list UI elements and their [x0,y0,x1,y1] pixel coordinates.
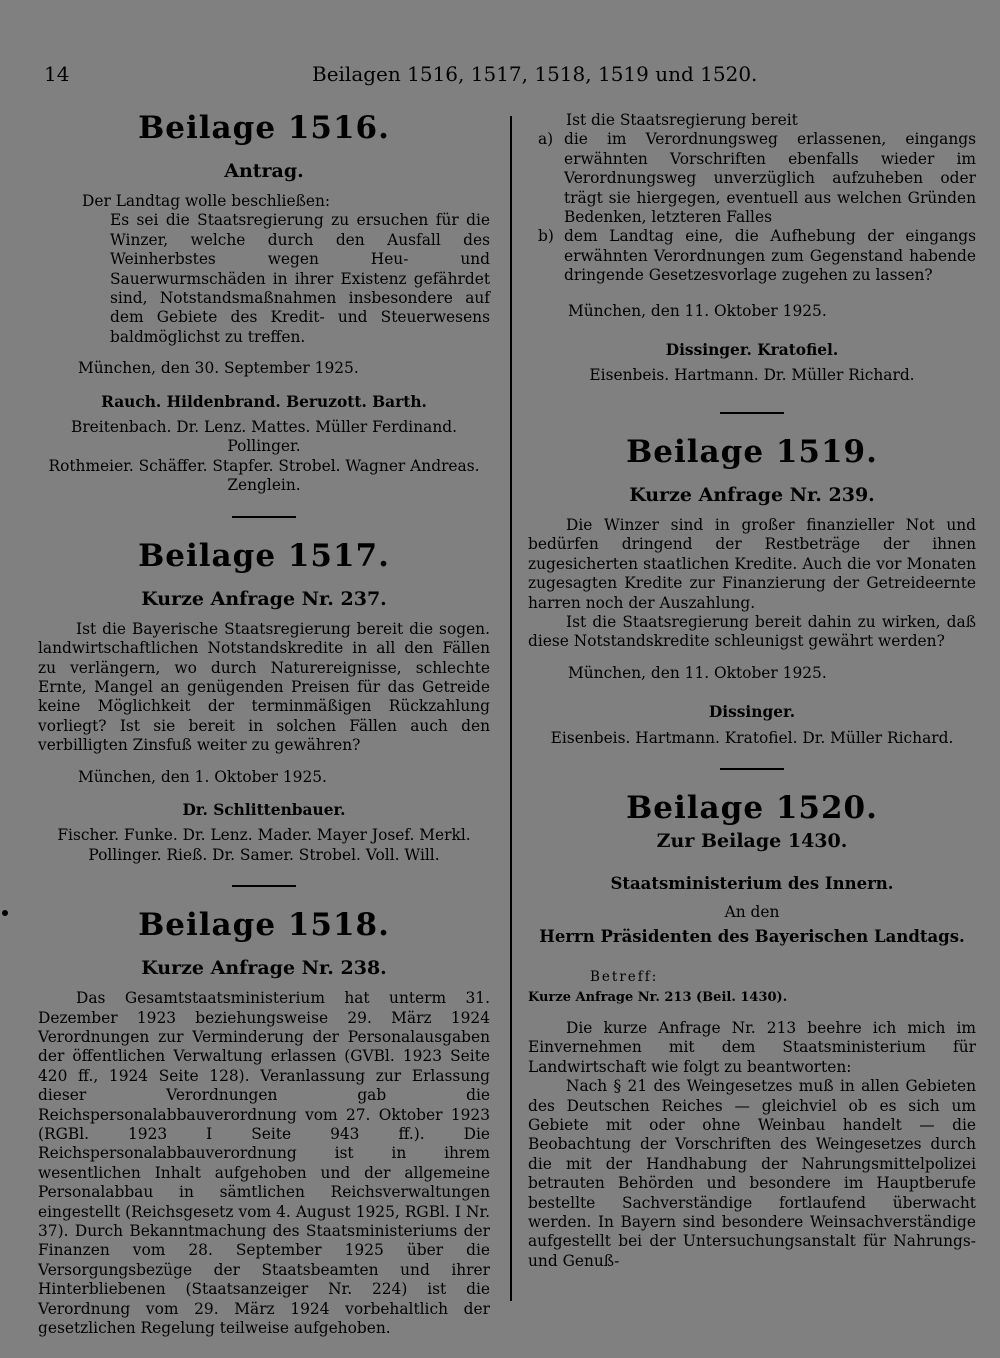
beilage-1520-body-1: Die kurze Anfrage Nr. 213 beehre ich mich im Einvernehmen mit dem Staatsministerium für Landwirtschaft wie folgt zu beantworten: [528,1018,976,1076]
separator-rule [232,516,296,518]
running-head: Beilagen 1516, 1517, 1518, 1519 und 1520. [312,62,758,86]
beilage-1517-body: Ist die Bayerische Staatsregierung bereit die sogen. landwirtschaftlichen Notstandskredite in all den Fällen zu verlängern, wo durch Naturereignisse, schlechte Ernte, Mangel an genügenden Preisen für das Getreide keine Möglichkeit der terminmäßigen Rückzahlung vorliegt? Ist sie bereit in solchen Fällen auch den verbilligten Zinsfuß weiter zu gewähren? [38,619,490,755]
beilage-1520-betreff-label: Betreff: [590,969,659,986]
beilage-1516-intro: Der Landtag wolle beschließen: [82,192,331,210]
column-divider [510,116,512,1301]
beilage-1518-signers-bold: Dissinger. Kratofiel. [665,341,839,360]
beilage-1516-signers-bold: Rauch. Hildenbrand. Beruzott. Barth. [101,392,427,411]
beilage-1518-subtitle: Kurze Anfrage Nr. 238. [141,957,387,980]
beilage-1518-question: Ist die Staatsregierung bereit [566,111,798,129]
item-b-marker: b) [538,227,554,246]
beilage-1518-item-b [528,227,976,285]
beilage-1519-date: München, den 11. Oktober 1925. [568,663,827,682]
beilage-1516-body: Es sei die Staatsregierung zu ersuchen für die Winzer, welche durch den Ausfall des Weinherbstes wegen Heu- und Sauerwurmschäden in ihrer Existenz gefährdet sind, Notstandsmaßnahmen insbesondere auf dem Gebiete des Kredit- und Steuerwesens baldmöglichst zu treffen. [110,211,490,346]
beilage-1518 [38,907,490,1338]
beilage-1517-signers-1: Fischer. Funke. Dr. Lenz. Mader. Mayer Josef. Merkl. [57,826,471,845]
beilage-1516 [38,110,490,518]
beilage-1519-signer-bold: Dissinger. [708,703,796,722]
beilage-1519-body-1: Die Winzer sind in großer finanzieller Not und bedürfen dringend der Restbeträge der ihnen zugesicherten staatlichen Kredite. Auch die vor Monaten zugesagten Kredite zur Finanzierung der Getreideernte harren noch der Auszahlung. [528,515,976,612]
beilage-1516-title: Beilage 1516. [138,110,390,146]
beilage-1516-subtitle: Antrag. [224,160,304,182]
separator-rule [720,412,784,414]
beilage-1520-ministry: Staatsministerium des Innern. [610,873,894,893]
beilage-1518-item-a [528,130,976,227]
page-header [40,62,970,92]
right-column [528,108,976,1271]
beilage-1519-subtitle: Kurze Anfrage Nr. 239. [629,483,875,506]
beilage-1520-betreff-text: Kurze Anfrage Nr. 213 (Beil. 1430). [528,989,788,1005]
beilage-1516-signers-3: Zenglein. [227,476,301,495]
beilage-1518-body: Das Gesamtstaatsministerium hat unterm 31. Dezember 1923 beziehungsweise 29. März 1924 Verordnungen zur Verminderung der Personalausgaben der öffentlichen Verwaltung erlassen (GVBl. 1923 Seite 420 ff., 1924 Seite 128). Veranlassung zur Erlassung dieser Verordnungen gab die Reichspersonalabbauverordnung vom 27. Oktober 1923 (RGBl. 1923 I Seite 943 ff.). Die Reichspersonalabbauverordnung ist in ihrem wesentlichen Inhalt aufgehoben und der allgemeine Personalabbau in sämtlichen Reichsverwaltungen eingestellt (Reichsgesetz vom 4. August 1925, RGBl. I Nr. 37). Durch Bekanntmachung des Staatsministeriums der Finanzen vom 28. September 1925 über die Versorgungsbezüge der Staatsbeamten und ihrer Hinterbliebenen (Staatsanzeiger Nr. 224) ist die Verordnung vom 29. März 1924 vorbehaltlich der gesetzlichen Regelung teilweise aufgehoben. [38,989,490,1338]
item-a-text: die im Verordnungsweg erlassenen, eingangs erwähnten Vorschriften ebenfalls wieder im Verordnungsweg unverzüglich aufzuheben oder trägt sie hiergegen, eventuell aus welchen Gründen Bedenken, letzteren Falles [564,130,976,227]
item-b-text: dem Landtag eine, die Aufhebung der eingangs erwähnten Verordnungen zum Gegenstand habende dringende Gesetzesvorlage zugehen zu lassen? [564,227,976,285]
scan-speck [2,910,8,916]
beilage-1519-signers-1: Eisenbeis. Hartmann. Kratofiel. Dr. Müller Richard. [550,728,954,747]
beilage-1518-title: Beilage 1518. [138,907,390,944]
beilage-1516-signers-2: Rothmeier. Schäffer. Stapfer. Strobel. Wagner Andreas. [48,456,480,475]
separator-rule [720,768,784,770]
beilage-1517-title: Beilage 1517. [138,537,390,574]
beilage-1520-recipient-2: Herrn Präsidenten des Bayerischen Landtags. [539,926,965,946]
beilage-1519-body-2: Ist die Staatsregierung bereit dahin zu wirken, daß diese Notstandskredite schleunigst gewährt werden? [528,612,976,651]
beilage-1518-date: München, den 11. Oktober 1925. [568,301,827,320]
beilage-1520-subtitle: Zur Beilage 1430. [656,829,848,852]
beilage-1516-signers-1: Breitenbach. Dr. Lenz. Mattes. Müller Ferdinand. Pollinger. [71,418,457,456]
left-column [38,108,490,1338]
beilage-1518-signers-1: Eisenbeis. Hartmann. Dr. Müller Richard. [589,366,915,385]
page-number: 14 [44,62,70,86]
beilage-1520-body-2: Nach § 21 des Weingesetzes muß in allen Gebieten des Deutschen Reiches — gleichviel ob es sich um Gebiete mit oder ohne Weinbau handelt — die Beobachtung der Vorschriften des Weingesetzes durch die mit der Handhabung der Nahrungsmittelpolizei betrauten Behörden und besondere im Hauptberufe bestellte Sachverständige fortlaufend überwacht werden. In Bayern sind besondere Weinsachverständige aufgestellt bei der Untersuchungsanstalt für Nahrungs- und Genuß- [528,1077,976,1270]
beilage-1519 [528,434,976,770]
beilage-1516-date: München, den 30. September 1925. [78,359,359,378]
separator-rule [232,885,296,887]
item-a-marker: a) [538,130,554,149]
beilage-1518-continued [528,111,976,414]
beilage-1517-signer-bold: Dr. Schlittenbauer. [182,800,346,819]
beilage-1517-date: München, den 1. Oktober 1925. [78,767,327,786]
beilage-1519-title: Beilage 1519. [626,433,878,470]
beilage-1517-subtitle: Kurze Anfrage Nr. 237. [141,587,387,610]
beilage-1517-signers-2: Pollinger. Rieß. Dr. Samer. Strobel. Voll. Will. [88,845,440,864]
beilage-1520-recipient-1: An den [724,903,780,922]
beilage-1520-title: Beilage 1520. [626,789,878,826]
beilage-1517 [38,538,490,887]
beilage-1520 [528,790,976,1271]
